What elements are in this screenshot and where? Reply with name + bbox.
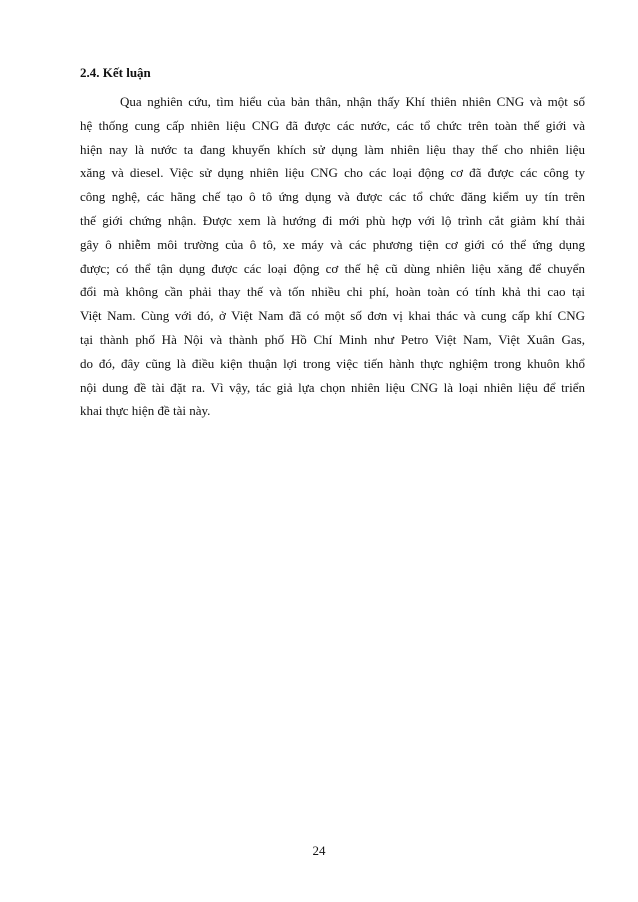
paragraph-line: đổi mà không cần phải thay thế và tốn nhiều chi phí, hoàn toàn có tính khả thi cao tại	[80, 284, 585, 300]
section-heading: 2.4. Kết luận	[80, 65, 151, 80]
paragraph-line: hiện nay là nước ta đang khuyến khích sử dụng làm nhiên liệu thay thế cho nhiên liệu	[80, 141, 585, 157]
paragraph-line: tại thành phố Hà Nội và thành phố Hồ Chí Minh như Petro Việt Nam, Việt Xuân Gas,	[80, 331, 585, 347]
paragraph-line: hệ thống cung cấp nhiên liệu CNG đã được các nước, các tổ chức trên toàn thế giới và	[80, 117, 585, 133]
paragraph-line: được; có thể tận dụng được các loại động cơ thế hệ cũ dùng nhiên liệu xăng để chuyển	[80, 260, 585, 276]
paragraph-line: gây ô nhiễm môi trường của ô tô, xe máy và các phương tiện cơ giới có thể ứng dụng	[80, 236, 585, 252]
paragraph-line: Việt Nam. Cùng với đó, ở Việt Nam đã có một số đơn vị khai thác và cung cấp khí CNG	[80, 308, 585, 324]
page-number: 24	[312, 843, 326, 858]
paragraph-line: nội dung đề tài đặt ra. Vì vậy, tác giả lựa chọn nhiên liệu CNG là loại nhiên liệu để triển	[80, 379, 585, 395]
paragraph-line: thế giới chứng nhận. Được xem là hướng đi mới phù hợp với lộ trình cắt giảm khí thải	[80, 212, 585, 228]
paragraph-line: công nghệ, các hãng chế tạo ô tô ứng dụng và được các tổ chức đăng kiểm uy tín trên	[80, 189, 585, 205]
paragraph-line: Qua nghiên cứu, tìm hiểu của bản thân, nhận thấy Khí thiên nhiên CNG và một số	[120, 94, 585, 109]
paragraph-line: xăng và diesel. Việc sử dụng nhiên liệu CNG cho các loại động cơ đã được các công ty	[80, 165, 585, 181]
paragraph-line: do đó, đây cũng là điều kiện thuận lợi trong việc tiến hành thực nghiệm trong khuôn khổ	[80, 355, 585, 371]
paragraph-line: khai thực hiện đề tài này.	[80, 403, 211, 419]
conclusion-paragraph	[80, 90, 585, 423]
